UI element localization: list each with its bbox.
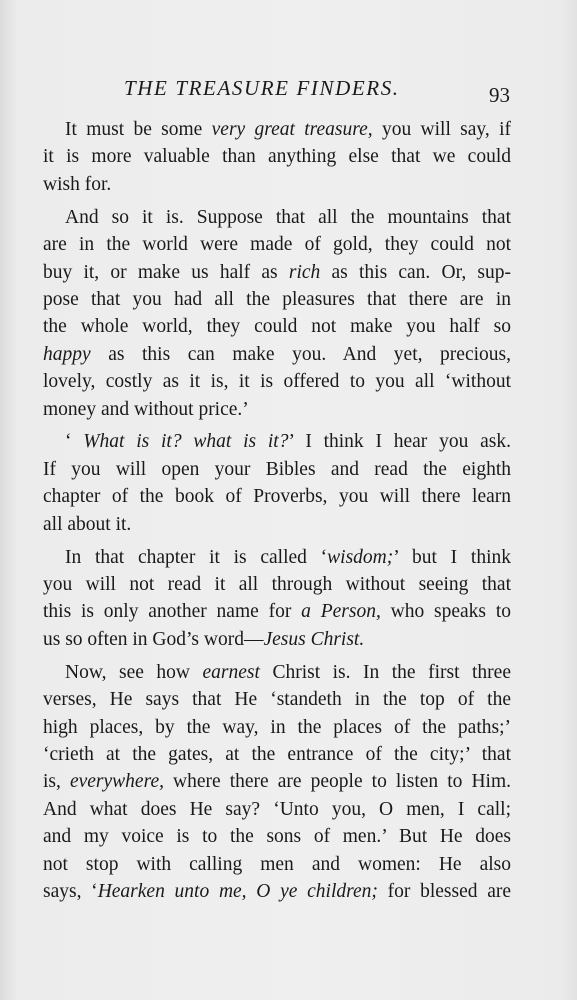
text-run: money and without price.’ <box>43 398 249 420</box>
text-line <box>43 544 511 571</box>
text-line <box>43 456 511 483</box>
text-run: It must be some <box>65 119 212 140</box>
text-run: ‘crieth at the gates, at the entrance of the city;’ that <box>43 743 511 765</box>
text-line <box>43 714 511 741</box>
text-run: ’ I think I hear you ask. <box>288 431 511 453</box>
text-run: lovely, costly as it is, it is offered to you all ‘without <box>43 371 511 393</box>
text-line <box>43 659 511 686</box>
text-line <box>43 313 511 340</box>
italic-text: Hearken unto me, O ye children; <box>97 880 378 902</box>
text-line <box>43 626 511 653</box>
text-run: for blessed are <box>377 880 512 902</box>
text-line <box>43 878 511 905</box>
text-run: is, <box>43 771 70 793</box>
text-line <box>43 428 511 455</box>
text-line <box>43 231 511 258</box>
text-line <box>43 483 511 510</box>
text-line <box>43 686 511 713</box>
paragraph <box>43 204 511 423</box>
text-line <box>43 768 511 795</box>
text-run: all about it. <box>43 513 132 535</box>
text-run: you will say, if <box>372 119 511 140</box>
text-line <box>43 598 511 625</box>
page-number: 93 <box>489 83 510 107</box>
italic-text: rich <box>288 261 321 283</box>
text-line <box>43 741 511 768</box>
italic-text: What is it? what is it? <box>83 431 289 453</box>
text-line <box>43 204 511 231</box>
italic-text: earnest <box>202 661 260 683</box>
text-run: pose that you had all the pleasures that there are in <box>43 288 511 310</box>
italic-text: a Person, <box>301 601 381 623</box>
text-line <box>43 143 511 170</box>
body-text <box>43 116 511 911</box>
text-run: where there are people to listen to Him. <box>163 771 511 793</box>
text-run: and my voice is to the sons of men.’ But He does <box>43 826 511 848</box>
italic-text: Jesus Christ. <box>263 628 365 650</box>
text-run: as this can. Or, sup- <box>320 261 511 283</box>
text-run: If you will open your Bibles and read the eighth <box>43 458 511 480</box>
text-line <box>43 341 511 368</box>
text-run: And what does He say? ‘Unto you, O men, I call; <box>43 798 511 820</box>
text-line <box>43 286 511 313</box>
text-line <box>43 171 511 198</box>
text-run: who speaks to <box>380 601 511 623</box>
paragraph <box>43 659 511 906</box>
text-run: us so often in God’s word— <box>43 628 264 650</box>
italic-text: happy <box>43 343 91 365</box>
text-line <box>43 116 511 143</box>
text-line <box>43 368 511 395</box>
text-run: not stop with calling men and women: He also <box>43 853 511 875</box>
text-line <box>43 571 511 598</box>
text-run: this is only another name for <box>43 601 302 623</box>
text-run: are in the world were made of gold, they could not <box>43 234 511 256</box>
text-run: Christ is. In the first three <box>259 661 511 683</box>
text-run: buy it, or make us half as <box>43 261 289 283</box>
text-run: high places, by the way, in the places of the paths;’ <box>43 716 511 738</box>
text-run: ‘ <box>65 431 84 453</box>
text-run: ’ but I think <box>393 546 511 568</box>
text-line <box>43 851 511 878</box>
text-line <box>43 259 511 286</box>
text-run: wish for. <box>43 173 112 195</box>
paragraph <box>43 428 511 538</box>
text-line <box>43 396 511 423</box>
paragraph <box>43 544 511 654</box>
text-run: says, ‘ <box>43 880 98 902</box>
text-run: as this can make you. And yet, precious, <box>90 343 511 365</box>
text-run: it is more valuable than anything else that we could <box>43 146 511 168</box>
text-line <box>43 796 511 823</box>
italic-text: wisdom; <box>327 546 394 568</box>
italic-text: everywhere, <box>69 771 164 793</box>
paragraph <box>43 116 511 198</box>
running-title: THE TREASURE FINDERS. <box>124 76 400 100</box>
text-line <box>43 823 511 850</box>
italic-text: very great treasure, <box>211 119 373 140</box>
text-run: chapter of the book of Proverbs, you will there learn <box>43 486 511 508</box>
text-run: In that chapter it is called ‘ <box>65 546 328 568</box>
text-run: Now, see how <box>65 661 203 683</box>
text-run: verses, He says that He ‘standeth in the top of the <box>43 689 511 711</box>
text-run: the whole world, they could not make you half so <box>43 316 511 338</box>
text-line <box>43 511 511 538</box>
text-run: you will not read it all through without seeing that <box>43 574 511 595</box>
text-run: And so it is. Suppose that all the mountains that <box>65 206 511 228</box>
